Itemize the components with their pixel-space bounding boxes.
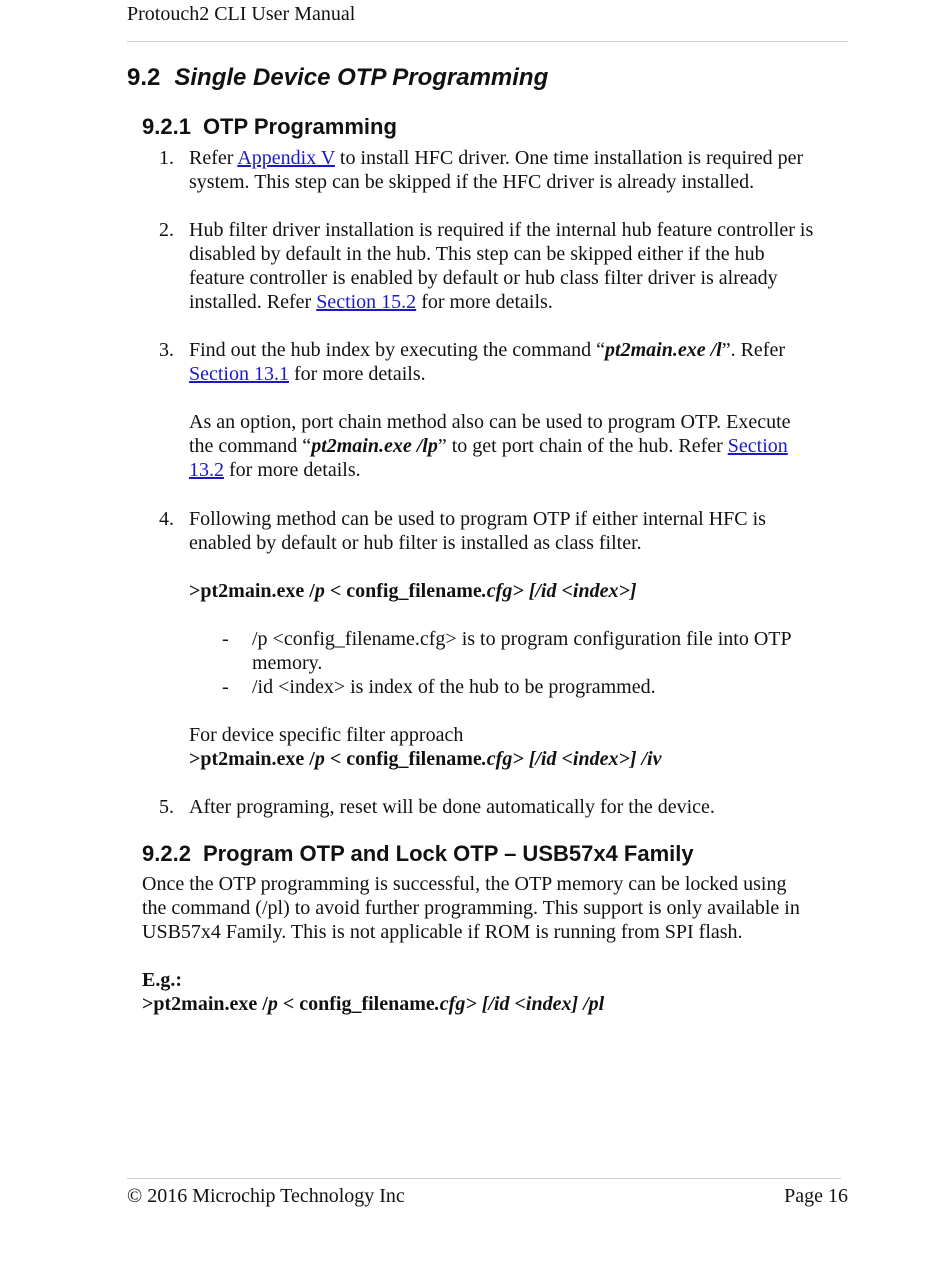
command-example-1 <box>189 579 637 603</box>
command-text: pt2main.exe /lp <box>311 435 438 457</box>
text: for more details. <box>289 363 426 385</box>
step-1-line-2: system. This step can be skipped if the HFC driver is already installed. <box>189 171 755 193</box>
bullet-2: /id <index> is index of the hub to be programmed. <box>252 676 656 698</box>
text: for more details. <box>224 459 361 481</box>
section-number: 9.2 <box>127 64 161 91</box>
running-header: Protouch2 CLI User Manual <box>127 3 356 25</box>
section-13-2-link-cont[interactable]: 13.2 <box>189 459 224 481</box>
step-4-line-2: enabled by default or hub filter is installed as class filter. <box>189 532 642 554</box>
text: .cfg> [/id <index>] /iv <box>481 748 662 770</box>
step-2-line-4 <box>189 290 553 314</box>
text: p <box>314 748 325 770</box>
example-label: E.g.: <box>142 969 182 991</box>
section-13-1-link[interactable]: Section 13.1 <box>189 363 289 385</box>
bullet-1-line-2: memory. <box>252 652 323 674</box>
command-example-2 <box>189 747 662 771</box>
step-number: 3. <box>159 339 174 361</box>
paragraph-line-3: USB57x4 Family. This is not applicable if ROM is running from SPI flash. <box>142 921 743 943</box>
section-13-2-link[interactable]: Section <box>727 435 788 457</box>
text: >pt2main.exe / <box>189 748 315 770</box>
text: >pt2main.exe / <box>142 993 268 1015</box>
step-5-text: After programing, reset will be done automatically for the device. <box>189 796 715 818</box>
text: < config_filename <box>324 748 482 770</box>
step-3-line-2 <box>189 362 426 386</box>
text: ”. Refer <box>721 339 785 361</box>
section-heading <box>127 64 548 92</box>
bullet-dash: - <box>222 628 229 650</box>
step-number: 4. <box>159 508 174 530</box>
subsection-heading-2 <box>142 841 694 867</box>
text: >pt2main.exe / <box>189 580 315 602</box>
text: Refer <box>189 147 238 169</box>
text: for more details. <box>416 291 553 313</box>
bullet-dash: - <box>222 676 229 698</box>
text: p <box>267 993 278 1015</box>
step-3-line-1 <box>189 338 785 362</box>
step-2-line-2: disabled by default in the hub. This step can be skipped either if the hub <box>189 243 765 265</box>
paragraph-line-2: the command (/pl) to avoid further programming. This support is only available in <box>142 897 800 919</box>
filter-approach-label: For device specific filter approach <box>189 724 464 746</box>
command-example-3 <box>142 992 604 1016</box>
header-divider <box>127 41 848 42</box>
section-15-2-link[interactable]: Section 15.2 <box>316 291 417 313</box>
subsection-title: OTP Programming <box>202 114 397 139</box>
footer-divider <box>127 1178 841 1179</box>
bullet-1-line-1: /p <config_filename.cfg> is to program configuration file into OTP <box>252 628 792 650</box>
subsection-heading-1 <box>142 114 397 140</box>
step-number: 5. <box>159 796 174 818</box>
text: the command “ <box>189 435 312 457</box>
step-number: 1. <box>159 147 174 169</box>
step-2-line-3: feature controller is enabled by default or hub class filter driver is already <box>189 267 778 289</box>
step-3-option-line-1: As an option, port chain method also can be used to program OTP. Execute <box>189 411 791 433</box>
text: .cfg> [/id <index>] <box>481 580 637 602</box>
text: Find out the hub index by executing the command “ <box>189 339 606 361</box>
page-number: Page 16 <box>784 1185 848 1207</box>
step-4-line-1: Following method can be used to program OTP if either internal HFC is <box>189 508 766 530</box>
subsection-number: 9.2.1 <box>142 114 191 139</box>
text: < config_filename <box>277 993 435 1015</box>
text: to install HFC driver. One time installation is required per <box>334 147 804 169</box>
subsection-title: Program OTP and Lock OTP – USB57x4 Family <box>202 841 694 866</box>
text: .cfg> [/id <index] /pl <box>434 993 605 1015</box>
step-1-line-1 <box>189 146 803 170</box>
subsection-number: 9.2.2 <box>142 841 191 866</box>
paragraph-line-1: Once the OTP programming is successful, the OTP memory can be locked using <box>142 873 787 895</box>
step-2-line-1: Hub filter driver installation is required if the internal hub feature controller is <box>189 219 814 241</box>
appendix-v-link[interactable]: Appendix V <box>237 147 335 169</box>
step-3-option-line-2 <box>189 434 788 458</box>
step-number: 2. <box>159 219 174 241</box>
text: p <box>314 580 325 602</box>
step-3-option-line-3 <box>189 458 361 482</box>
section-title: Single Device OTP Programming <box>174 64 549 91</box>
text: ” to get port chain of the hub. Refer <box>437 435 728 457</box>
text: installed. Refer <box>189 291 317 313</box>
command-text: pt2main.exe /l <box>605 339 722 361</box>
text: < config_filename <box>324 580 482 602</box>
footer-copyright: © 2016 Microchip Technology Inc <box>127 1185 405 1207</box>
